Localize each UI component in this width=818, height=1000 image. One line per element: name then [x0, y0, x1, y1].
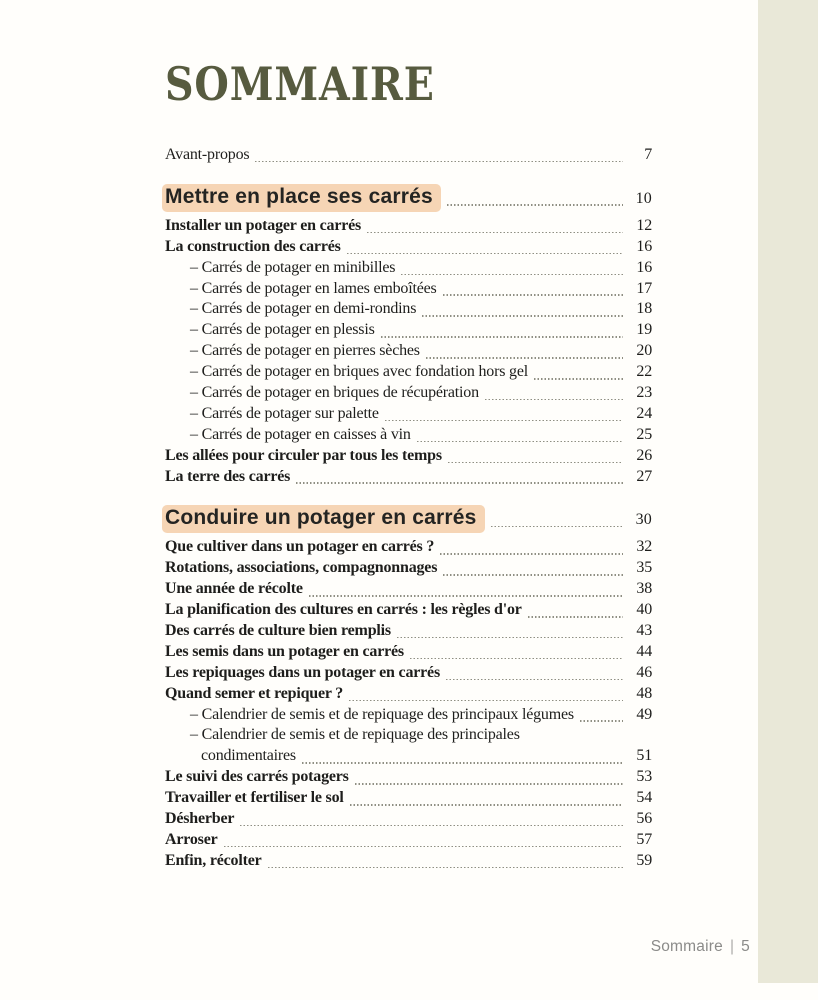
- toc-entry-label: Le suivi des carrés potagers: [165, 768, 349, 786]
- dotted-leader: [350, 804, 623, 806]
- toc-subentry: [165, 405, 652, 426]
- toc-entry: [165, 768, 652, 789]
- toc-entry-label: – Carrés de potager en minibilles: [190, 258, 396, 276]
- dotted-leader: [447, 204, 623, 206]
- toc-subentry: [165, 300, 652, 321]
- dotted-leader: [491, 526, 623, 528]
- toc-entry-label: La construction des carrés: [165, 237, 341, 255]
- toc-entry-label: – Carrés de potager sur palette: [190, 404, 379, 422]
- dotted-leader: [385, 420, 623, 422]
- toc-entry: [165, 559, 652, 580]
- toc-entry: [165, 146, 652, 167]
- dotted-leader: [302, 762, 623, 764]
- toc-entry-page-number: 48: [636, 684, 652, 702]
- footer-section-label: Sommaire: [650, 938, 723, 955]
- toc-entry: [165, 664, 652, 685]
- toc-entry-page-number: 27: [636, 467, 652, 485]
- toc-entry-label: – Calendrier de semis et de repiquage des principaux légumes: [190, 705, 574, 723]
- dotted-leader: [355, 783, 623, 785]
- toc-entry-label: Désherber: [165, 810, 235, 828]
- toc-entry-label: Les semis dans un potager en carrés: [165, 642, 404, 660]
- toc-entry-page-number: 17: [636, 279, 652, 297]
- toc-entry-label: Travailler et fertiliser le sol: [165, 789, 344, 807]
- dotted-leader: [448, 462, 623, 464]
- dotted-leader: [426, 357, 623, 359]
- toc-entry-page-number: 22: [636, 363, 652, 381]
- toc-entry-page-number: 20: [636, 342, 652, 360]
- toc-entry-page-number: 44: [636, 642, 652, 660]
- toc-entry-label: – Calendrier de semis et de repiquage des principales: [190, 726, 520, 744]
- toc-entry-page-number: 19: [636, 321, 652, 339]
- toc-entry: [165, 217, 652, 238]
- dotted-leader: [240, 825, 623, 827]
- toc-entry: [165, 238, 652, 259]
- toc-entry-label: – Carrés de potager en pierres sèches: [190, 342, 420, 360]
- toc-subentry: [165, 363, 652, 384]
- section-title: Conduire un potager en carrés: [162, 505, 485, 533]
- toc-entry-label: – Carrés de potager en briques avec fondation hors gel: [190, 363, 528, 381]
- toc-entry: [165, 643, 652, 664]
- footer-separator: |: [729, 938, 735, 955]
- toc-entry-page-number: 16: [636, 258, 652, 276]
- toc-entry-page-number: 40: [636, 601, 652, 619]
- toc-subentry: [165, 280, 652, 301]
- dotted-leader: [347, 253, 623, 255]
- page-edge-strip: [758, 0, 818, 983]
- toc-entry: [165, 538, 652, 559]
- toc-entry-label: Quand semer et repiquer ?: [165, 684, 344, 702]
- toc-entry-label: – Carrés de potager en caisses à vin: [190, 425, 411, 443]
- toc-entry: [165, 580, 652, 601]
- toc-entry-page-number: 57: [636, 830, 652, 848]
- dotted-leader: [349, 700, 623, 702]
- toc-entry-label: Les allées pour circuler par tous les temps: [165, 446, 442, 464]
- toc-entry: [165, 789, 652, 810]
- toc-entry-label: Des carrés de culture bien remplis: [165, 622, 391, 640]
- toc-entry-page-number: 38: [636, 580, 652, 598]
- toc-entry-label: – Carrés de potager en plessis: [190, 321, 375, 339]
- toc-entry-page-number: 16: [636, 237, 652, 255]
- toc-subentry: [165, 259, 652, 280]
- toc-entry-page-number: 32: [636, 538, 652, 556]
- toc-subentry-continuation: [165, 747, 652, 768]
- toc-section-heading: [165, 505, 652, 533]
- dotted-leader: [410, 658, 623, 660]
- dotted-leader: [443, 574, 623, 576]
- dotted-leader: [443, 294, 623, 296]
- section-title: Mettre en place ses carrés: [162, 184, 441, 212]
- toc-entry-label: – Carrés de potager en demi-rondins: [190, 300, 417, 318]
- toc-entry-label: Que cultiver dans un potager en carrés ?: [165, 538, 435, 556]
- toc-entry-page-number: 53: [636, 768, 652, 786]
- toc-entry-label: Enfin, récolter: [165, 851, 262, 869]
- dotted-leader: [296, 482, 623, 484]
- toc-entry-page-number: 43: [636, 622, 652, 640]
- toc-entry-label: condimentaires: [201, 747, 296, 765]
- toc-entry-page-number: 25: [636, 425, 652, 443]
- toc-entry-page-number: 24: [636, 404, 652, 422]
- toc-entry: [165, 810, 652, 831]
- toc-entry: [165, 685, 652, 706]
- toc-entry-label: Installer un potager en carrés: [165, 216, 362, 234]
- dotted-leader: [397, 637, 623, 639]
- toc-entry-label: Arroser: [165, 830, 218, 848]
- toc-subentry: [165, 384, 652, 405]
- toc-content: [165, 0, 652, 873]
- page-footer: [651, 938, 750, 956]
- toc-entry-page-number: 49: [636, 705, 652, 723]
- toc-entry-label: Avant-propos: [165, 146, 250, 163]
- dotted-leader: [422, 315, 623, 317]
- toc-entry-label: – Carrés de potager en briques de récupération: [190, 384, 479, 402]
- dotted-leader: [446, 679, 623, 681]
- toc-subentry: [165, 726, 652, 747]
- toc-entry: [165, 831, 652, 852]
- toc-entry-label: La planification des cultures en carrés : les règles d'or: [165, 601, 522, 619]
- dotted-leader: [528, 616, 623, 618]
- toc-entry-page-number: 23: [636, 384, 652, 402]
- toc-entry-page-number: 59: [636, 851, 652, 869]
- toc-entry-page-number: 54: [636, 789, 652, 807]
- toc-entry-page-number: 10: [635, 189, 652, 207]
- footer-page-number: 5: [741, 938, 750, 955]
- dotted-leader: [440, 553, 623, 555]
- dotted-leader: [309, 595, 623, 597]
- dotted-leader: [485, 399, 623, 401]
- toc-subentry: [165, 706, 652, 727]
- toc-entry: [165, 622, 652, 643]
- toc-entry: [165, 852, 652, 873]
- toc-entry: [165, 601, 652, 622]
- toc-entry-label: Une année de récolte: [165, 580, 303, 598]
- toc-subentry: [165, 342, 652, 363]
- dotted-leader: [401, 274, 623, 276]
- toc-entry-page-number: 12: [636, 216, 652, 234]
- toc-subentry: [165, 426, 652, 447]
- toc-section-heading: [165, 184, 652, 212]
- dotted-leader: [255, 161, 623, 163]
- toc-entry-page-number: 26: [636, 446, 652, 464]
- toc-entry-page-number: 51: [636, 747, 652, 765]
- toc-entry-page-number: 35: [636, 559, 652, 577]
- toc-list: [165, 146, 652, 873]
- toc-entry-label: – Carrés de potager en lames emboîtées: [190, 279, 437, 297]
- toc-entry-label: Les repiquages dans un potager en carrés: [165, 663, 440, 681]
- toc-entry-page-number: 56: [636, 810, 652, 828]
- dotted-leader: [417, 441, 623, 443]
- toc-entry-page-number: 30: [635, 511, 652, 529]
- toc-entry-page-number: 7: [644, 146, 652, 163]
- toc-entry-page-number: 18: [636, 300, 652, 318]
- dotted-leader: [580, 720, 623, 722]
- toc-entry-page-number: 46: [636, 663, 652, 681]
- toc-entry: [165, 468, 652, 489]
- page-title: SOMMAIRE: [165, 57, 435, 111]
- dotted-leader: [534, 378, 623, 380]
- dotted-leader: [381, 336, 623, 338]
- toc-entry-label: La terre des carrés: [165, 467, 291, 485]
- toc-subentry: [165, 321, 652, 342]
- dotted-leader: [367, 232, 623, 234]
- dotted-leader: [224, 846, 624, 848]
- toc-entry-label: Rotations, associations, compagnonnages: [165, 559, 438, 577]
- dotted-leader: [268, 867, 623, 869]
- toc-entry: [165, 447, 652, 468]
